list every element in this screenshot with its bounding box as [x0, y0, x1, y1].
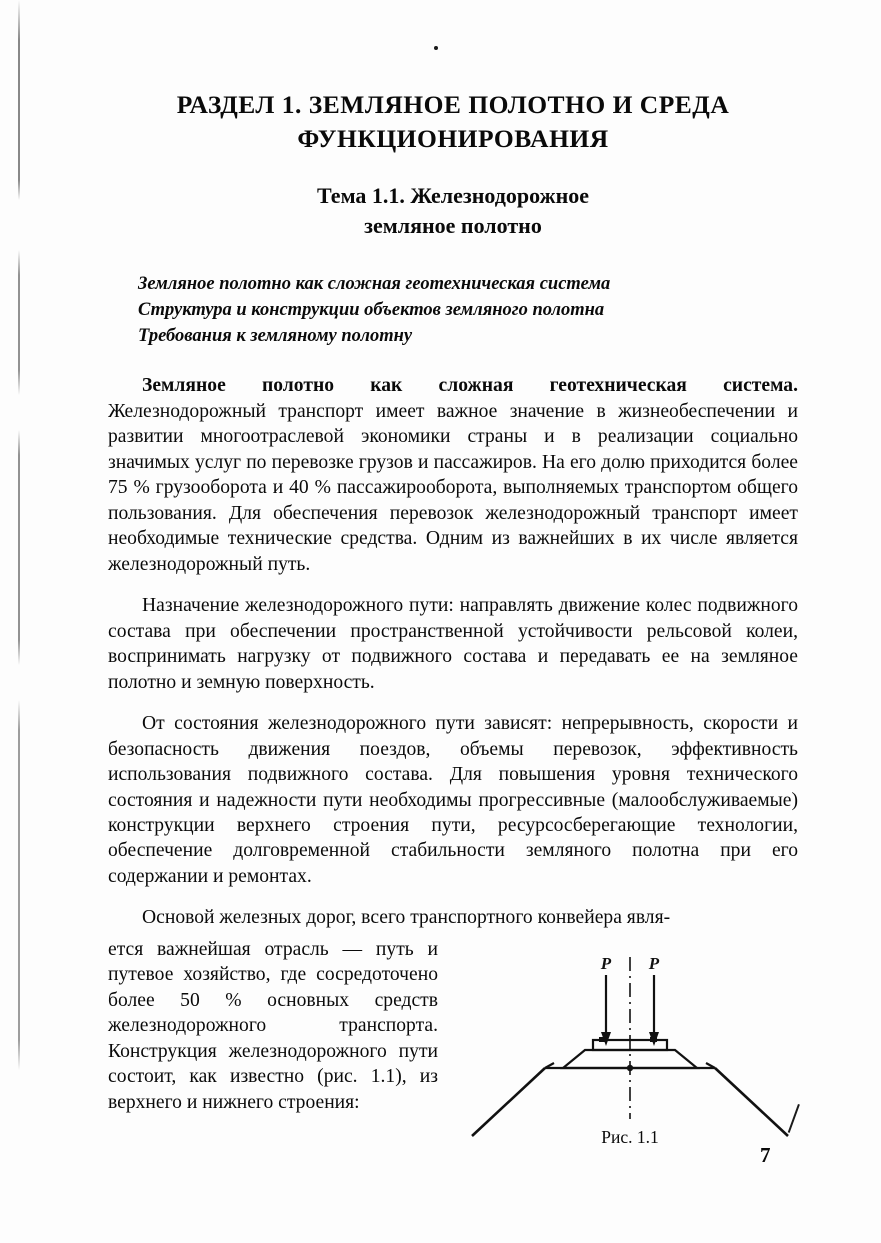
body-paragraph-2: Назначение железнодорожного пути: направлять движение колес подвижного состава при обеспечении пространственной устойчивости рельсовой колеи, воспринимать нагрузку от подвижного состава и передавать ее на земляное полотно и земную поверхность.: [108, 595, 798, 693]
axis-node: [627, 1065, 633, 1071]
paragraph-1-text: Железнодорожный транспорт имеет важное значение в жизнеобеспечении и развитии многоотраслевой экономики страны и в реализации социально значимых услуг по перевозке грузов и пассажиров. На его долю приходится более 75 % грузооборота и 40 % пассажирооборота, выполняемых транспортом общего пользования. Для обеспечения перевозок железнодорожный транспорт имеет необходимые технические средства. Одним из важнейших в их числе является железнодорожный путь.: [108, 400, 798, 575]
load-label-right: P: [648, 953, 660, 973]
body-paragraph-1: [108, 373, 798, 577]
figure-1-1: [454, 951, 806, 1151]
topic-title-line-2: земляное полотно: [364, 213, 542, 238]
scan-edge-artifact: [18, 0, 20, 1243]
section-title: [108, 88, 798, 155]
contents-item-1: Земляное полотно как сложная геотехническая система: [138, 273, 611, 294]
figure-caption: Рис. 1.1: [601, 1126, 659, 1147]
body-paragraph-4-wrapped: ется важнейшая отрасль — путь и путевое хозяйство, где сосредоточено более 50 % основных средств железнодорожного транспорта. Конструкция железнодорожного пути состоит, как известно (рис. 1.1), из верхнего и нижнего строения:: [108, 938, 438, 1113]
rail-right: [650, 1037, 657, 1042]
figure-with-wrapped-text: [108, 937, 798, 1147]
topic-title: [108, 181, 798, 240]
paragraph-run-in-heading: Земляное полотно как сложная геотехническая система.: [142, 375, 798, 397]
section-title-line-1: РАЗДЕЛ 1. ЗЕМЛЯНОЕ ПОЛОТНО И СРЕДА: [176, 90, 730, 119]
slope-left: [472, 1068, 545, 1136]
page-content: [108, 88, 798, 1147]
scan-speck-artifact: [434, 46, 438, 50]
topic-contents-list: [138, 271, 798, 350]
load-label-left: P: [600, 953, 612, 973]
rail-left: [599, 1037, 606, 1042]
embankment-cross-section-diagram: [454, 951, 806, 1151]
section-title-line-2: ФУНКЦИОНИРОВАНИЯ: [297, 123, 609, 153]
topic-title-line-1: Тема 1.1. Железнодорожное: [316, 183, 590, 209]
slope-right: [715, 1068, 788, 1136]
body-paragraph-4-lead: Основой железных дорог, всего транспортного конвейера явля-: [142, 907, 671, 929]
contents-item-3: Требования к земляному полотну: [138, 326, 413, 347]
body-paragraph-3: От состояния железнодорожного пути зависят: непрерывность, скорости и безопасность движения поездов, объемы перевозок, эффективность использования подвижного состава. Для повышения уровня технического состояния и надежности пути необходимы прогрессивные (малообслуживаемые) конструкции верхнего строения пути, ресурсосберегающие технологии, обеспечение долговременной стабильности земляного полотна при его содержании и ремонтах.: [108, 713, 798, 887]
page-number: 7: [760, 1143, 771, 1167]
contents-item-2: Структура и конструкции объектов земляного полотна: [138, 299, 605, 320]
